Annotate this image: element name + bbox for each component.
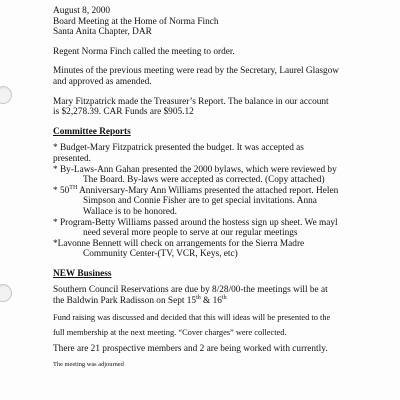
anniversary-report-line-1 <box>53 186 393 197</box>
community-center-line-2: Community Center-(TV, VCR, Keys, etc) <box>83 249 238 260</box>
meeting-date: August 8, 2000 <box>53 6 111 16</box>
punch-hole-bottom <box>0 284 12 302</box>
southern-council-line-2 <box>53 296 393 307</box>
program-report-line-1: * Program-Betty Williams passed around the hostess sign up sheet. We mayl <box>53 217 338 228</box>
anniversary-report-line-2: Simpson and Connie Fisher are to get special invitations. Anna <box>83 196 317 207</box>
fundraising-line-2: full membership at the next meeting. “Cover charges” were collected. <box>53 328 287 338</box>
budget-report-line-1: * Budget-Mary Fitzpatrick presented the budget. It was accepted as <box>53 143 304 154</box>
bylaws-report-line-1: * By-Laws-Ann Gahan presented the 2000 bylaws, which were reviewed by <box>53 164 337 175</box>
minutes-line-2: and approved as amended. <box>53 76 152 87</box>
date-superscript-2: th <box>221 294 227 301</box>
fundraising-line-1: Fund raising was discussed and decided that this will ideas will be presented to the <box>53 312 331 322</box>
committee-reports-heading: Committee Reports <box>53 126 131 137</box>
anniversary-report-line-3: Wallace is to be honored. <box>83 206 177 217</box>
treasurer-line-2: is $2,278.39. CAR Funds are $905.12 <box>53 107 194 118</box>
anniversary-number: * 50 <box>53 185 70 196</box>
community-center-line-1: *Lavonne Bennett will check on arrangements for the Sierra Madre <box>53 238 305 249</box>
bylaws-report-line-2: The Board. By-laws were accepted as corrected. (Copy attached) <box>83 175 325 186</box>
new-business-heading: NEW Business <box>53 268 112 279</box>
budget-report-line-2: presented. <box>53 153 91 164</box>
punch-hole-top <box>0 86 12 104</box>
adjourned-note: The meeting was adjourned <box>53 360 124 368</box>
anniversary-superscript: TH <box>69 184 78 191</box>
opening-text: Regent Norma Finch called the meeting to order. <box>53 46 235 57</box>
chapter-name: Santa Anita Chapter, DAR <box>53 27 152 38</box>
meeting-minutes <box>53 6 393 369</box>
program-report-line-2: need several more people to serve at our regular meetings <box>83 228 298 239</box>
southern-council-date-2: & 16 <box>200 296 222 307</box>
anniversary-text: Anniversary-Mary Ann Williams presented the attached report. Helen <box>77 185 339 196</box>
treasurer-line-1: Mary Fitzpatrick made the Treasurer’s Report. The balance in our account <box>53 96 329 107</box>
minutes-line-1: Minutes of the previous meeting were read by the Secretary, Laurel Glasgow <box>53 66 339 77</box>
prospective-members: There are 21 prospective members and 2 are being worked with currently. <box>53 344 328 355</box>
southern-council-line-1: Southern Council Reservations are due by 8/28/00-the meetings will be at <box>53 285 328 296</box>
date-superscript-1: th <box>196 294 201 301</box>
southern-council-dates: the Baldwin Park Radisson on Sept 15 <box>53 296 197 307</box>
meeting-title: Board Meeting at the Home of Norma Finch <box>53 16 219 27</box>
